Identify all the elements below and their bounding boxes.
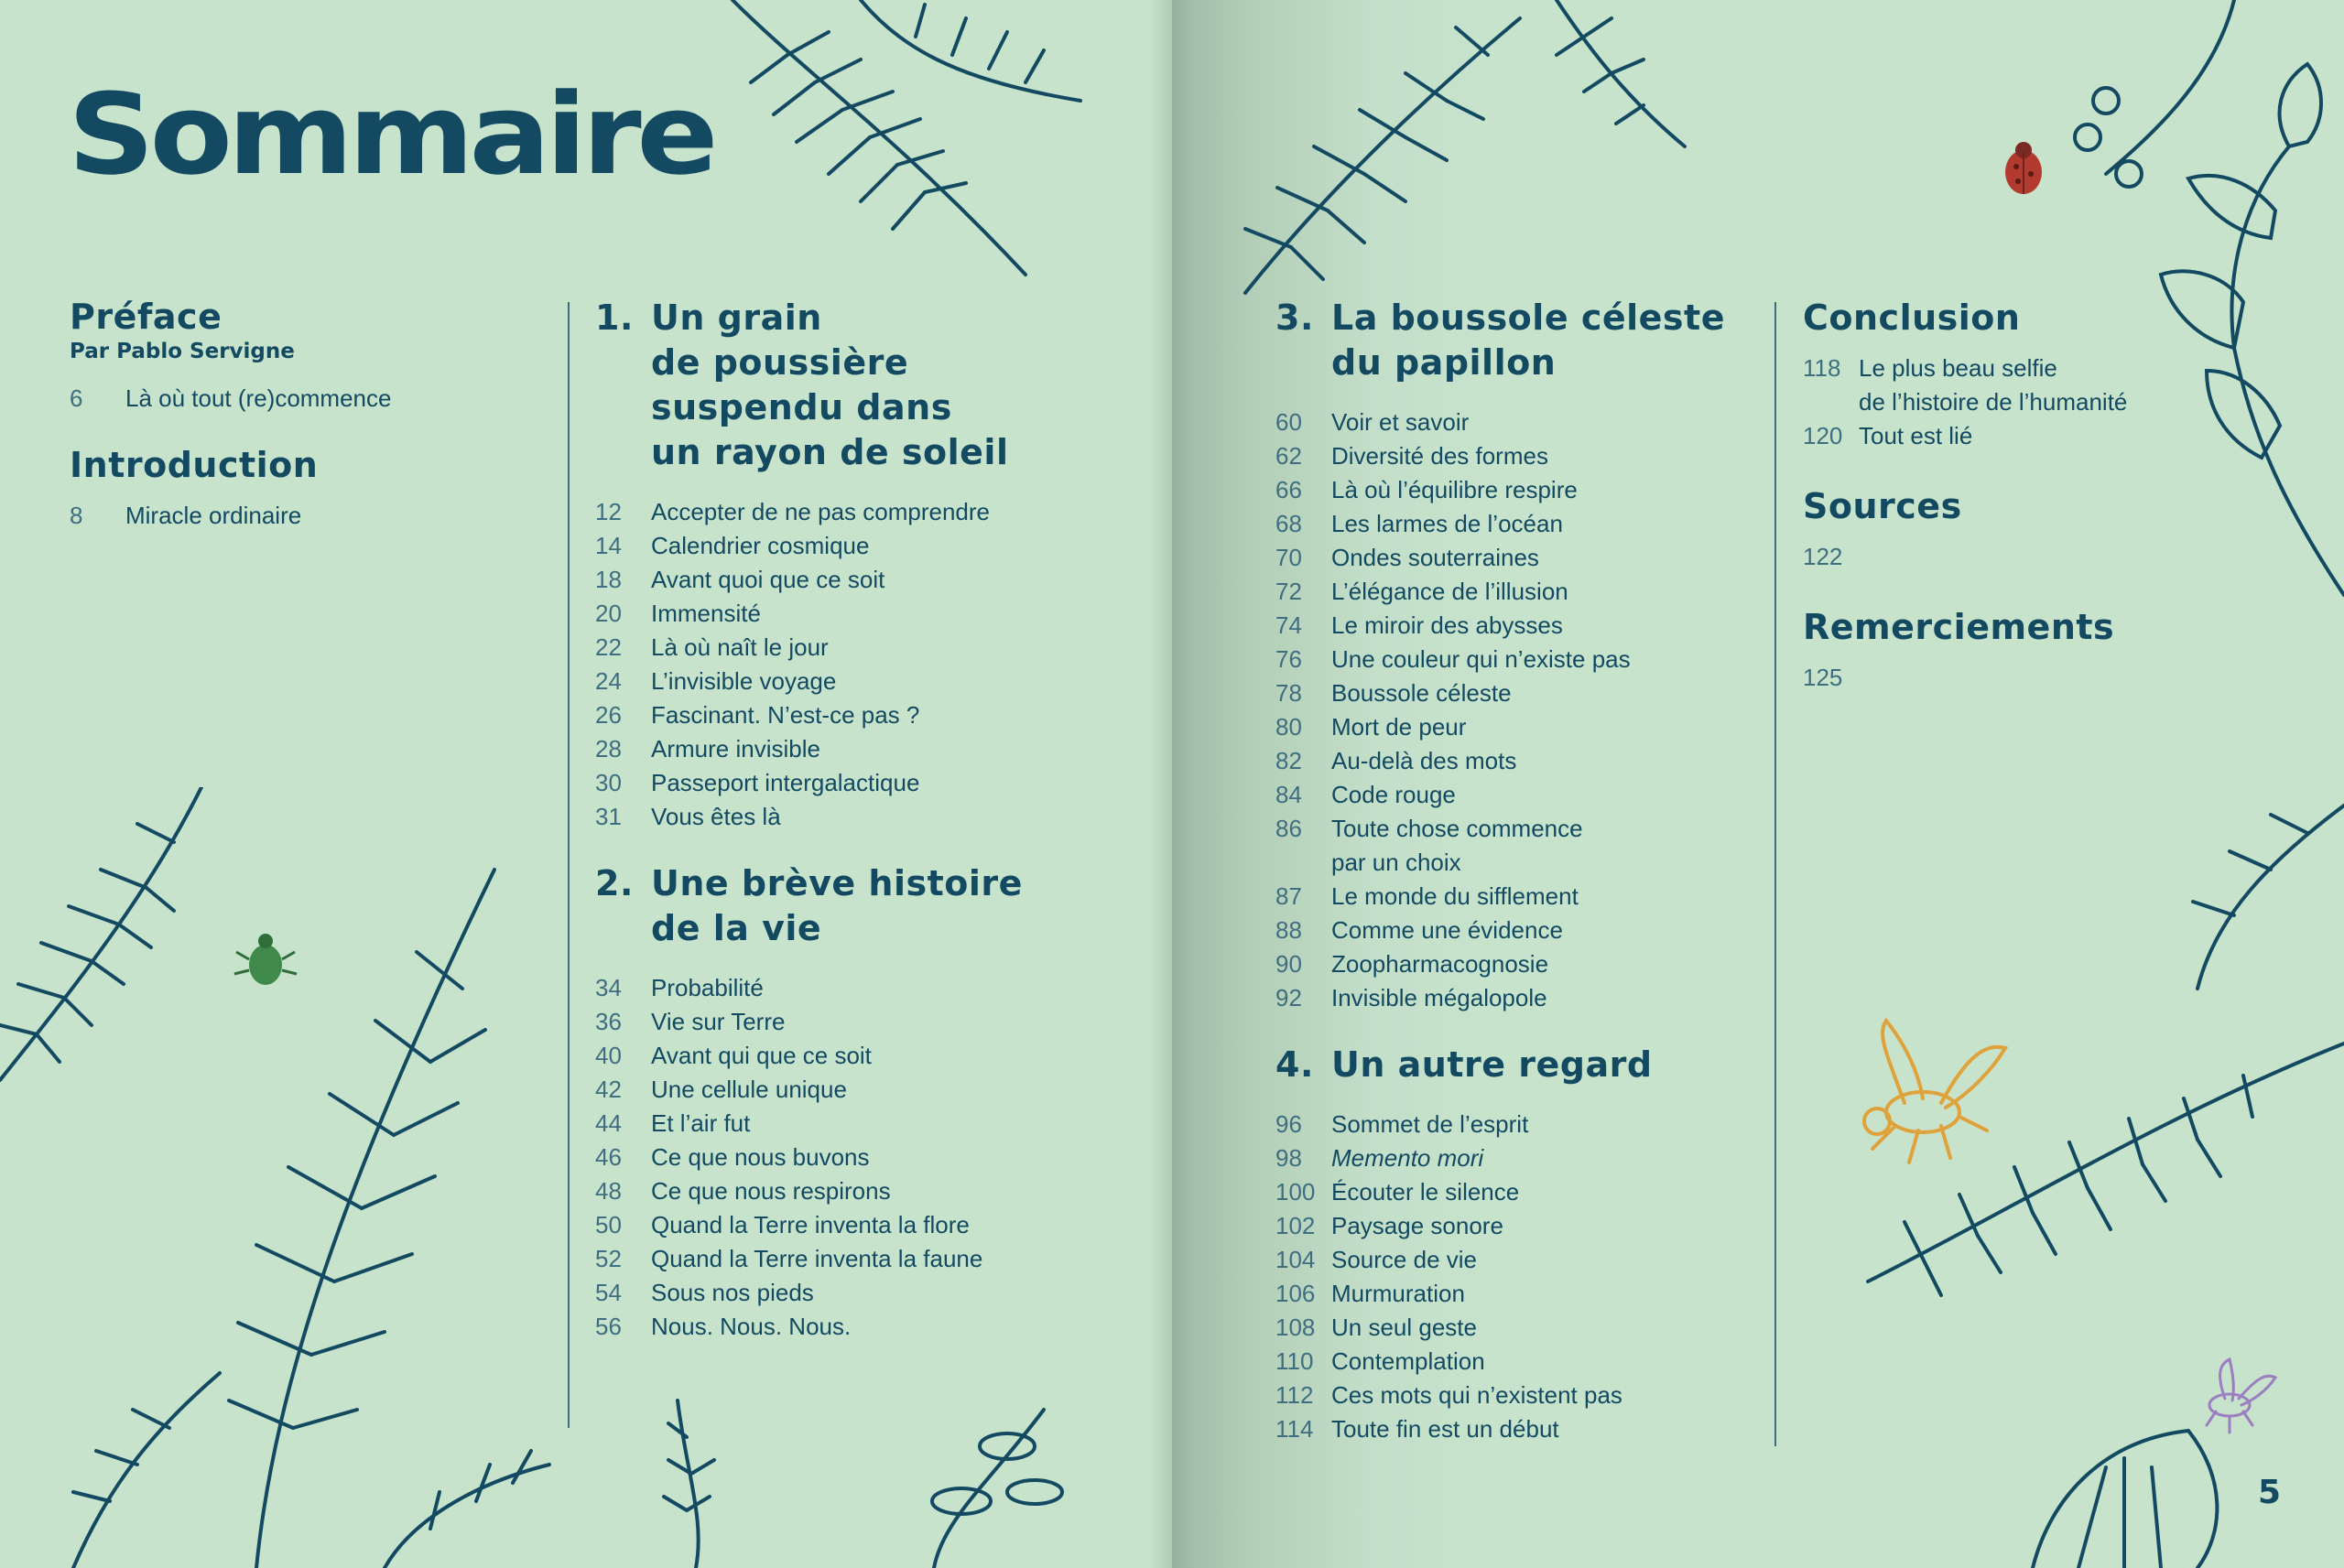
- purple-bee-icon: [2188, 1355, 2280, 1437]
- toc-entry-page: 54: [595, 1279, 622, 1306]
- toc-entry-label: [651, 732, 1145, 766]
- fern-illustration: [1227, 0, 1740, 302]
- toc-entry-label-line: Armure invisible: [651, 735, 820, 762]
- toc-column-front-matter: [70, 295, 527, 533]
- toc-entry-label: [651, 1141, 1145, 1174]
- toc-entry-label: [1331, 914, 1770, 947]
- beetle-icon: [229, 925, 302, 998]
- toc-entry-label-line: Calendrier cosmique: [651, 532, 870, 559]
- toc-entry-page: 60: [1275, 408, 1302, 436]
- preface-byline: Par Pablo Servigne: [70, 340, 295, 363]
- toc-entry-label-line: Voir et savoir: [1331, 408, 1470, 436]
- toc-entry-page: 26: [595, 701, 622, 729]
- toc-entry-page: 50: [595, 1211, 622, 1238]
- toc-entry-label: [651, 1005, 1145, 1039]
- toc-entry-label: [651, 529, 1145, 563]
- ladybug-icon: [1996, 137, 2051, 201]
- toc-entry[interactable]: [1275, 1243, 1770, 1277]
- page-number: 5: [2258, 1474, 2282, 1511]
- toc-entry[interactable]: [1803, 351, 2187, 419]
- chapter-number: 3.: [1275, 297, 1314, 338]
- toc-entry-page: 102: [1275, 1212, 1316, 1239]
- toc-entry[interactable]: [595, 1073, 1145, 1107]
- toc-entry-label: [651, 563, 1145, 597]
- toc-entry-label: [1331, 710, 1770, 744]
- toc-entry-label: [1331, 473, 1770, 507]
- chapter-number: 1.: [595, 297, 634, 338]
- toc-entry-page: 31: [595, 803, 622, 830]
- toc-entry-label: [1331, 778, 1770, 812]
- toc-entry-label-line: Vous êtes là: [651, 803, 781, 830]
- toc-entry-page: 110: [1275, 1347, 1314, 1375]
- toc-entry-label-line: Ce que nous respirons: [651, 1177, 891, 1205]
- toc-entry-label: [1331, 1311, 1770, 1345]
- chapter-2-heading: [595, 861, 1145, 951]
- toc-entry-label: [651, 766, 1145, 800]
- toc-entry-label: [651, 597, 1145, 631]
- toc-entry-page: 56: [595, 1313, 622, 1340]
- toc-entry-label-line: Sous nos pieds: [651, 1279, 814, 1306]
- toc-entry-label-line: Diversité des formes: [1331, 442, 1548, 470]
- toc-entry[interactable]: [1275, 778, 1770, 812]
- chapter-4-heading: [1275, 1043, 1770, 1087]
- toc-entry-label-line: Tout est lié: [1859, 422, 1973, 449]
- toc-entry-label: Miracle ordinaire: [125, 502, 302, 529]
- toc-entry[interactable]: [1803, 419, 2187, 453]
- toc-entry-page: 70: [1275, 544, 1302, 571]
- toc-entry[interactable]: [595, 563, 1145, 597]
- toc-entry[interactable]: [70, 382, 527, 416]
- toc-entry-label-line: par un choix: [1331, 849, 1461, 876]
- toc-entry-page: 8: [70, 502, 83, 529]
- toc-entry-page: 120: [1803, 422, 1843, 449]
- toc-entry-label-line: Comme une évidence: [1331, 916, 1563, 944]
- toc-entry-page: 100: [1275, 1178, 1316, 1206]
- introduction-entries: [70, 499, 527, 533]
- toc-column-chapters-1-2: [595, 296, 1145, 1344]
- toc-column-back-matter: [1803, 296, 2187, 695]
- toc-entry[interactable]: [595, 1242, 1145, 1276]
- toc-entry-label: [651, 631, 1145, 665]
- toc-entry-page: 76: [1275, 645, 1302, 673]
- toc-entry[interactable]: [595, 1141, 1145, 1174]
- toc-entry-label-line: Murmuration: [1331, 1280, 1465, 1307]
- toc-entry-label-line: Immensité: [651, 600, 761, 627]
- toc-entry[interactable]: [1275, 880, 1770, 914]
- toc-entry-page: 6: [70, 384, 83, 412]
- toc-entry-label-line: Ces mots qui n’existent pas: [1331, 1381, 1622, 1409]
- toc-entry-page: 52: [595, 1245, 622, 1272]
- toc-entry[interactable]: [595, 1310, 1145, 1344]
- toc-entry-label-line: Memento mori: [1331, 1144, 1484, 1172]
- toc-entry-label: [1331, 1175, 1770, 1209]
- chapter-1-entries: [595, 495, 1145, 834]
- toc-entry[interactable]: [595, 1039, 1145, 1073]
- toc-entry-label-line: Au-delà des mots: [1331, 747, 1517, 774]
- fern-illustration: [696, 0, 1135, 293]
- toc-entry-page: 80: [1275, 713, 1302, 741]
- toc-entry[interactable]: [1275, 406, 1770, 439]
- toc-entry-label-line: L’invisible voyage: [651, 667, 837, 695]
- chapter-title-line: de la vie: [651, 908, 822, 948]
- toc-entry-page: 122: [1803, 543, 1843, 570]
- toc-entry[interactable]: [595, 631, 1145, 665]
- toc-entry[interactable]: [595, 698, 1145, 732]
- toc-entry-label-line: Ce que nous buvons: [651, 1143, 870, 1171]
- toc-entry-label-line: Invisible mégalopole: [1331, 984, 1547, 1011]
- toc-entry-page: 28: [595, 735, 622, 762]
- toc-entry-label-line: Toute chose commence: [1331, 815, 1583, 842]
- toc-entry-label-line: Paysage sonore: [1331, 1212, 1503, 1239]
- toc-entry-label: [1331, 1108, 1770, 1141]
- toc-entry-label: [1331, 439, 1770, 473]
- toc-entry[interactable]: [1275, 676, 1770, 710]
- toc-entry-label-line: Nous. Nous. Nous.: [651, 1313, 852, 1340]
- toc-entry-label: [651, 1208, 1145, 1242]
- toc-entry-label-line: Avant quoi que ce soit: [651, 566, 885, 593]
- chapter-title-line: un rayon de soleil: [651, 432, 1009, 472]
- sources-heading: Sources: [1803, 486, 1962, 526]
- toc-entry[interactable]: [1275, 473, 1770, 507]
- toc-entry-label-line: de l’histoire de l’humanité: [1859, 388, 2128, 416]
- preface-heading: Préface: [70, 297, 222, 337]
- toc-entry[interactable]: [595, 665, 1145, 698]
- toc-entry[interactable]: [70, 499, 527, 533]
- toc-entry[interactable]: [1275, 1108, 1770, 1141]
- toc-entry-label: [1331, 744, 1770, 778]
- conclusion-heading: Conclusion: [1803, 297, 2021, 338]
- toc-entry[interactable]: [1275, 947, 1770, 981]
- conclusion-entries: [1803, 351, 2187, 453]
- toc-entry-label: [651, 1039, 1145, 1073]
- toc-entry-page: 34: [595, 974, 622, 1001]
- chapter-title-line: Un autre regard: [1331, 1044, 1653, 1085]
- toc-entry-page: 22: [595, 633, 622, 661]
- toc-entry[interactable]: [595, 1276, 1145, 1310]
- toc-entry[interactable]: [1275, 1379, 1770, 1412]
- page-title: Sommaire: [68, 70, 714, 200]
- chapter-number: 2.: [595, 863, 634, 903]
- remerciements-heading: Remerciements: [1803, 607, 2115, 647]
- chapter-title-line: La boussole céleste: [1331, 297, 1725, 338]
- toc-entry-label: [651, 495, 1145, 529]
- toc-entry-label-line: Quand la Terre inventa la faune: [651, 1245, 983, 1272]
- toc-entry-page: 108: [1275, 1314, 1316, 1341]
- toc-entry-label-line: Un seul geste: [1331, 1314, 1477, 1341]
- chapter-title-line: suspendu dans: [651, 387, 952, 427]
- toc-entry-label: [1331, 981, 1770, 1015]
- chapter-title-line: de poussière: [651, 342, 909, 383]
- gutter-shadow: [1149, 0, 1195, 1568]
- toc-entry-label: [651, 800, 1145, 834]
- toc-entry[interactable]: [1275, 609, 1770, 643]
- toc-entry-page: 78: [1275, 679, 1302, 707]
- toc-entry[interactable]: [1275, 744, 1770, 778]
- toc-entry-page: 44: [595, 1109, 622, 1137]
- toc-entry-label: [1331, 812, 1770, 880]
- toc-entry-label: Là où tout (re)commence: [125, 384, 392, 412]
- toc-entry-label: [1331, 507, 1770, 541]
- toc-entry-page: 114: [1275, 1415, 1314, 1443]
- toc-entry[interactable]: [595, 529, 1145, 563]
- toc-entry-label: [1331, 541, 1770, 575]
- chapter-3-heading: [1275, 296, 1770, 385]
- toc-entry[interactable]: [595, 495, 1145, 529]
- toc-entry-page: 36: [595, 1008, 622, 1035]
- toc-entry-label-line: L’élégance de l’illusion: [1331, 578, 1568, 605]
- toc-entry-label: [1331, 1412, 1770, 1446]
- toc-entry[interactable]: [1275, 1209, 1770, 1243]
- toc-entry[interactable]: [1275, 1412, 1770, 1446]
- toc-entry-label-line: Ondes souterraines: [1331, 544, 1539, 571]
- toc-column-chapters-3-4: [1275, 296, 1770, 1446]
- toc-entry-page: 62: [1275, 442, 1302, 470]
- toc-entry-label: [1331, 1277, 1770, 1311]
- toc-entry-page: 82: [1275, 747, 1302, 774]
- fern-illustration: [0, 787, 568, 1568]
- toc-entry-label-line: Avant qui que ce soit: [651, 1042, 872, 1069]
- toc-entry-label-line: Le monde du sifflement: [1331, 882, 1579, 910]
- toc-entry-label: [651, 1276, 1145, 1310]
- toc-entry-label-line: Là où l’équilibre respire: [1331, 476, 1578, 503]
- toc-entry-label-line: Passeport intergalactique: [651, 769, 920, 796]
- toc-entry-page: 68: [1275, 510, 1302, 537]
- toc-entry-label: [1859, 351, 2187, 419]
- toc-entry-page: 40: [595, 1042, 622, 1069]
- toc-entry-label: [651, 1310, 1145, 1344]
- toc-entry-label: [1331, 880, 1770, 914]
- toc-entry-label-line: Une cellule unique: [651, 1076, 847, 1103]
- toc-entry-label-line: Probabilité: [651, 974, 764, 1001]
- toc-entry-page: 96: [1275, 1110, 1302, 1138]
- preface-entries: [70, 382, 527, 416]
- toc-entry-page: 14: [595, 532, 622, 559]
- toc-entry-label-line: Boussole céleste: [1331, 679, 1512, 707]
- remerciements-entries: [1803, 661, 2187, 695]
- toc-entry-label-line: Fascinant. N’est-ce pas ?: [651, 701, 920, 729]
- introduction-heading: Introduction: [70, 445, 319, 485]
- toc-entry-page: 90: [1275, 950, 1302, 978]
- chapter-title-line: Un grain: [651, 297, 822, 338]
- toc-entry[interactable]: [1275, 1175, 1770, 1209]
- toc-entry-page: 125: [1803, 664, 1843, 691]
- toc-entry[interactable]: [595, 800, 1145, 834]
- toc-entry-label-line: Les larmes de l’océan: [1331, 510, 1563, 537]
- toc-entry[interactable]: [595, 971, 1145, 1005]
- berry-sprig-illustration: [641, 1382, 1117, 1568]
- toc-entry-label: [1331, 575, 1770, 609]
- toc-entry[interactable]: [1275, 507, 1770, 541]
- toc-entry-page: 66: [1275, 476, 1302, 503]
- column-divider: [1774, 302, 1776, 1446]
- toc-entry-label-line: Mort de peur: [1331, 713, 1467, 741]
- toc-entry[interactable]: [595, 732, 1145, 766]
- toc-entry-page: 74: [1275, 611, 1302, 639]
- chapter-title-line: du papillon: [1331, 342, 1557, 383]
- toc-entry-page: 42: [595, 1076, 622, 1103]
- toc-entry-page: 92: [1275, 984, 1302, 1011]
- chapter-number: 4.: [1275, 1044, 1314, 1085]
- toc-entry-label: [651, 1073, 1145, 1107]
- toc-entry[interactable]: [1275, 643, 1770, 676]
- toc-entry-label: [1331, 1141, 1770, 1175]
- toc-entry[interactable]: [1275, 710, 1770, 744]
- toc-entry-label-line: Et l’air fut: [651, 1109, 751, 1137]
- toc-entry-label: [1331, 1345, 1770, 1379]
- toc-entry-page: 118: [1803, 354, 1841, 382]
- toc-entry-label-line: Le plus beau selfie: [1859, 354, 2057, 382]
- toc-entry-label-line: Source de vie: [1331, 1246, 1477, 1273]
- toc-entry-label: [1331, 1209, 1770, 1243]
- chapter-3-entries: [1275, 406, 1770, 1015]
- toc-entry-label: [1331, 643, 1770, 676]
- toc-entry-page: 98: [1275, 1144, 1302, 1172]
- toc-entry-label-line: Une couleur qui n’existe pas: [1331, 645, 1631, 673]
- toc-entry[interactable]: [1275, 812, 1770, 880]
- toc-entry[interactable]: [1803, 661, 2187, 695]
- toc-entry[interactable]: [1275, 1311, 1770, 1345]
- toc-entry[interactable]: [1275, 575, 1770, 609]
- toc-entry[interactable]: [595, 1174, 1145, 1208]
- toc-entry-page: 106: [1275, 1280, 1316, 1307]
- toc-entry-page: 104: [1275, 1246, 1316, 1273]
- toc-entry-page: 112: [1275, 1381, 1314, 1409]
- toc-entry-label: [1331, 609, 1770, 643]
- toc-entry-label: [1331, 947, 1770, 981]
- toc-entry[interactable]: [1275, 541, 1770, 575]
- bee-icon: [1840, 1016, 2024, 1181]
- toc-entry[interactable]: [595, 1005, 1145, 1039]
- toc-entry-label-line: Sommet de l’esprit: [1331, 1110, 1529, 1138]
- toc-entry[interactable]: [1803, 540, 2187, 574]
- toc-entry-label: [1331, 676, 1770, 710]
- toc-entry-page: 24: [595, 667, 622, 695]
- toc-entry-label: [651, 1174, 1145, 1208]
- toc-entry-page: 12: [595, 498, 622, 525]
- toc-entry-page: 86: [1275, 815, 1302, 842]
- toc-entry-page: 87: [1275, 882, 1302, 910]
- toc-entry-page: 88: [1275, 916, 1302, 944]
- toc-entry-page: 72: [1275, 578, 1302, 605]
- toc-entry-page: 84: [1275, 781, 1302, 808]
- column-divider: [568, 302, 570, 1428]
- toc-entry[interactable]: [595, 1208, 1145, 1242]
- toc-entry-label: [1331, 1243, 1770, 1277]
- toc-entry-label-line: Contemplation: [1331, 1347, 1485, 1375]
- toc-entry[interactable]: [1275, 1141, 1770, 1175]
- toc-entry[interactable]: [595, 597, 1145, 631]
- toc-entry-label-line: Toute fin est un début: [1331, 1415, 1559, 1443]
- toc-entry[interactable]: [595, 1107, 1145, 1141]
- toc-entry[interactable]: [1275, 981, 1770, 1015]
- toc-entry-page: 18: [595, 566, 622, 593]
- toc-entry-label-line: Code rouge: [1331, 781, 1456, 808]
- sources-entries: [1803, 540, 2187, 574]
- chapter-4-entries: [1275, 1108, 1770, 1446]
- toc-entry-label-line: Zoopharmacognosie: [1331, 950, 1549, 978]
- toc-entry-label: [1331, 406, 1770, 439]
- toc-entry-label: [651, 1107, 1145, 1141]
- toc-entry-label: [1859, 419, 2187, 453]
- toc-entry-page: 30: [595, 769, 622, 796]
- toc-entry-label-line: Là où naît le jour: [651, 633, 829, 661]
- toc-entry-label-line: Le miroir des abysses: [1331, 611, 1563, 639]
- toc-entry[interactable]: [1275, 914, 1770, 947]
- toc-entry-page: 46: [595, 1143, 622, 1171]
- toc-entry-label: [651, 971, 1145, 1005]
- toc-entry-label-line: Écouter le silence: [1331, 1178, 1520, 1206]
- toc-entry-label-line: Accepter de ne pas comprendre: [651, 498, 990, 525]
- chapter-title-line: Une brève histoire: [651, 863, 1023, 903]
- toc-entry-label: [651, 1242, 1145, 1276]
- toc-entry-label-line: Vie sur Terre: [651, 1008, 786, 1035]
- toc-entry-page: 20: [595, 600, 622, 627]
- toc-entry-label: [651, 698, 1145, 732]
- toc-entry-label: [1331, 1379, 1770, 1412]
- toc-entry[interactable]: [1275, 1345, 1770, 1379]
- chapter-1-heading: [595, 296, 1145, 475]
- toc-entry[interactable]: [595, 766, 1145, 800]
- toc-entry-label: [651, 665, 1145, 698]
- toc-entry[interactable]: [1275, 439, 1770, 473]
- chapter-2-entries: [595, 971, 1145, 1344]
- toc-entry-label-line: Quand la Terre inventa la flore: [651, 1211, 970, 1238]
- toc-entry[interactable]: [1275, 1277, 1770, 1311]
- toc-entry-page: 48: [595, 1177, 622, 1205]
